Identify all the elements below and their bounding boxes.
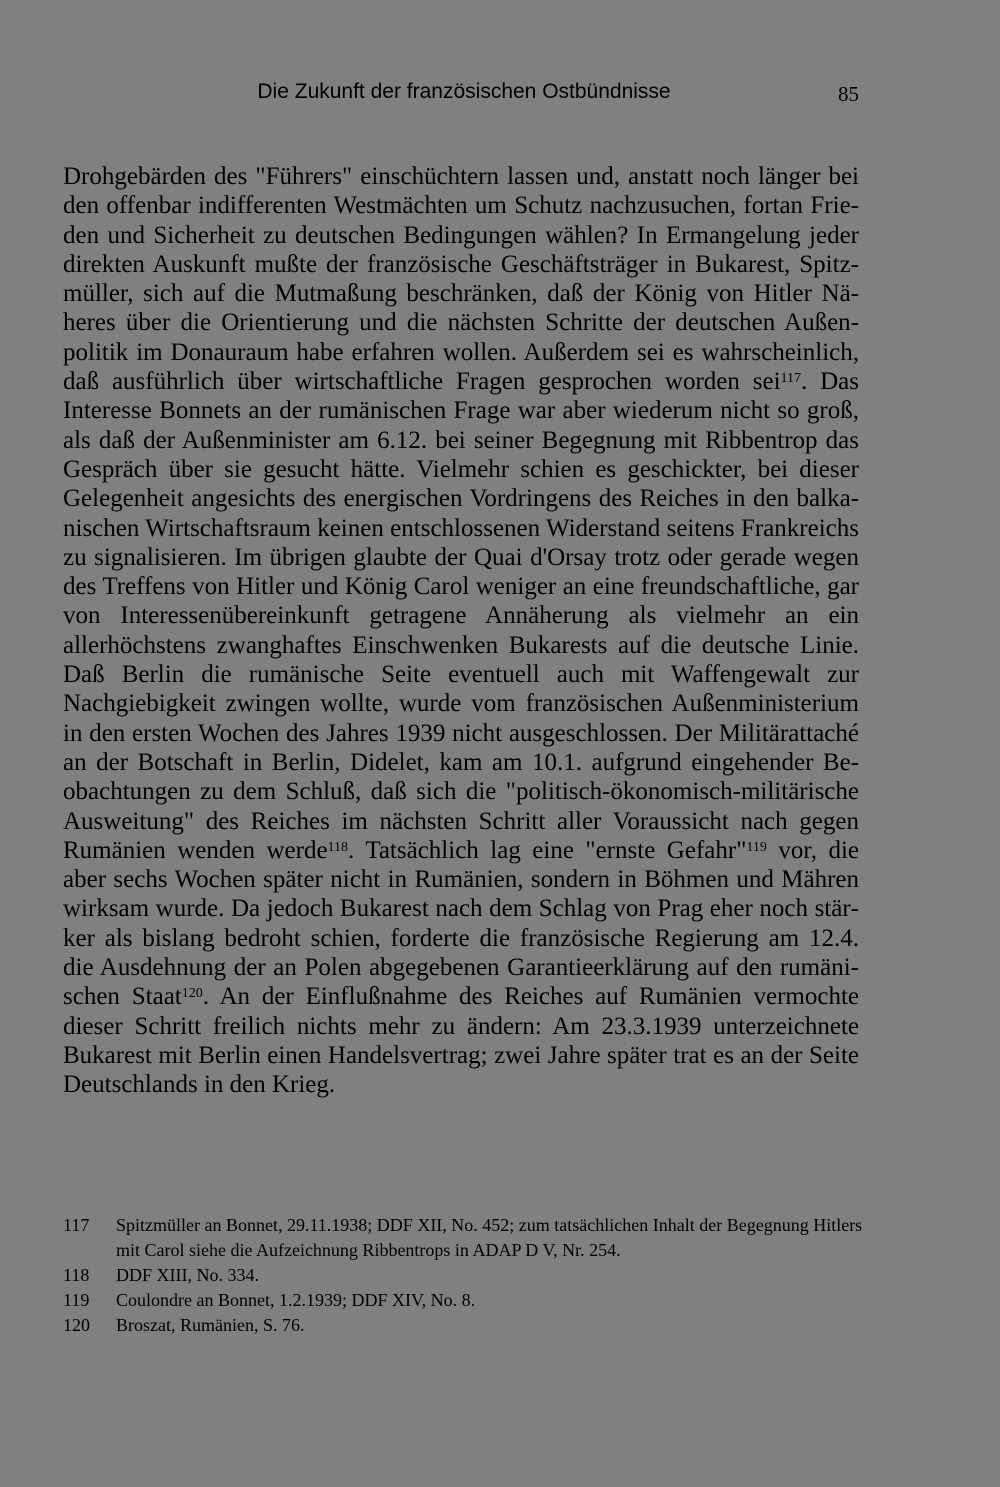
- footnote-number: 117: [63, 1215, 90, 1235]
- footnote-text: Spitzmüller an Bonnet, 29.11.1938; DDF XII, No. 452; zum tatsächlichen Inhalt der Begegnung Hitlers mit Carol siehe die Aufzeichnung Ribbentrops in ADAP D V, Nr. 254.: [116, 1215, 863, 1260]
- body-text-segment: vor, die aber sechs Wochen später nicht in Rumänien, sondern in Böhmen und Mähren wirksam wurde. Da jedoch Bukarest nach dem Schlag von Prag eher noch stärker als bislang bedroht schien, forderte die französische Regierung am 12.4. die Ausdehnung der an Polen abgegebenen Garantieerklärung auf den rumänischen Staat: [63, 836, 859, 1011]
- footnote-ref-118[interactable]: 118: [327, 839, 349, 855]
- body-text-segment: . Das Interesse Bonnets an der rumänischen Frage war aber wiederum nicht so groß, als daß der Außenminister am 6.12. bei seiner Begegnung mit Ribbentrop das Gespräch über sie gesucht hätte. Vielmehr schien es geschickter, bei dieser Gelegenheit angesichts des energischen Vordringens des Reiches in den balkanischen Wirtschaftsraum keinen entschlossenen Widerstand seitens Frankreichs zu signalisieren. Im übrigen glaubte der Quai d'Orsay trotz oder gerade wegen des Treffens von Hitler und König Carol weniger an eine freundschaftliche, gar von Interessenübereinkunft getragene Annäherung als vielmehr an ein allerhöchstens zwanghaftes Einschwenken Bukarests auf die deutsche Linie. Daß Berlin die rumänische Seite eventuell auch mit Waffengewalt zur Nachgiebigkeit zwingen wollte, wurde vom französischen Außenministerium in den ersten Wochen des Jahres 1939 nicht ausgeschlossen. Der Militärattaché an der Botschaft in Berlin, Didelet, kam am 10.1. aufgrund eingehender Beobachtungen zu dem Schluß, daß sich die "politisch-ökonomisch-militärische Ausweitung" des Reiches im nächsten Schritt aller Voraussicht nach gegen Rumänien wenden werde: [63, 368, 859, 864]
- footnote-120: [63, 1313, 863, 1338]
- footnote-117: [63, 1213, 863, 1263]
- body-text-segment: . An der Einflußnahme des Reiches auf Rumänien vermochte dieser Schritt freilich nichts mehr zu ändern: Am 23.3.1939 unterzeichnete Bukarest mit Berlin einen Handelsvertrag; zwei Jahre später trat es an der Seite Deutschlands in den Krieg.: [63, 983, 859, 1099]
- running-title: Die Zukunft der französischen Ostbündnisse: [257, 80, 671, 103]
- footnote-number: 120: [63, 1315, 90, 1335]
- footnote-text: Coulondre an Bonnet, 1.2.1939; DDF XIV, No. 8.: [116, 1290, 476, 1310]
- footnote-number: 118: [63, 1265, 90, 1285]
- footnote-ref-120[interactable]: 120: [181, 986, 203, 1002]
- page-number: 85: [838, 82, 859, 106]
- footnote-text: DDF XIII, No. 334.: [116, 1265, 259, 1285]
- footnote-ref-117[interactable]: 117: [780, 371, 801, 387]
- footnote-text: Broszat, Rumänien, S. 76.: [116, 1315, 305, 1335]
- body-paragraph: [63, 162, 859, 1100]
- body-text-segment: Drohgebärden des "Führers" einschüchtern lassen und, anstatt noch länger bei den offenbar indifferenten Westmächten um Schutz nachzusuchen, fortan Frieden und Sicherheit zu deutschen Bedingungen wählen? In Ermangelung jeder direkten Auskunft mußte der französische Geschäftsträger in Bukarest, Spitzmüller, sich auf die Mutmaßung beschränken, daß der König von Hitler Näheres über die Orientierung und die nächsten Schritte der deutschen Außenpolitik im Donauraum habe erfahren wollen. Außerdem sei es wahrscheinlich, daß ausführlich über wirtschaftliche Fragen gesprochen worden sei: [63, 163, 859, 396]
- footnote-ref-119[interactable]: 119: [746, 839, 767, 855]
- footnote-number: 119: [63, 1290, 90, 1310]
- footnotes: [63, 1213, 863, 1338]
- footnote-118: [63, 1263, 863, 1288]
- body-text-segment: . Tatsächlich lag eine "ernste Gefahr": [348, 836, 747, 864]
- footnote-119: [63, 1288, 863, 1313]
